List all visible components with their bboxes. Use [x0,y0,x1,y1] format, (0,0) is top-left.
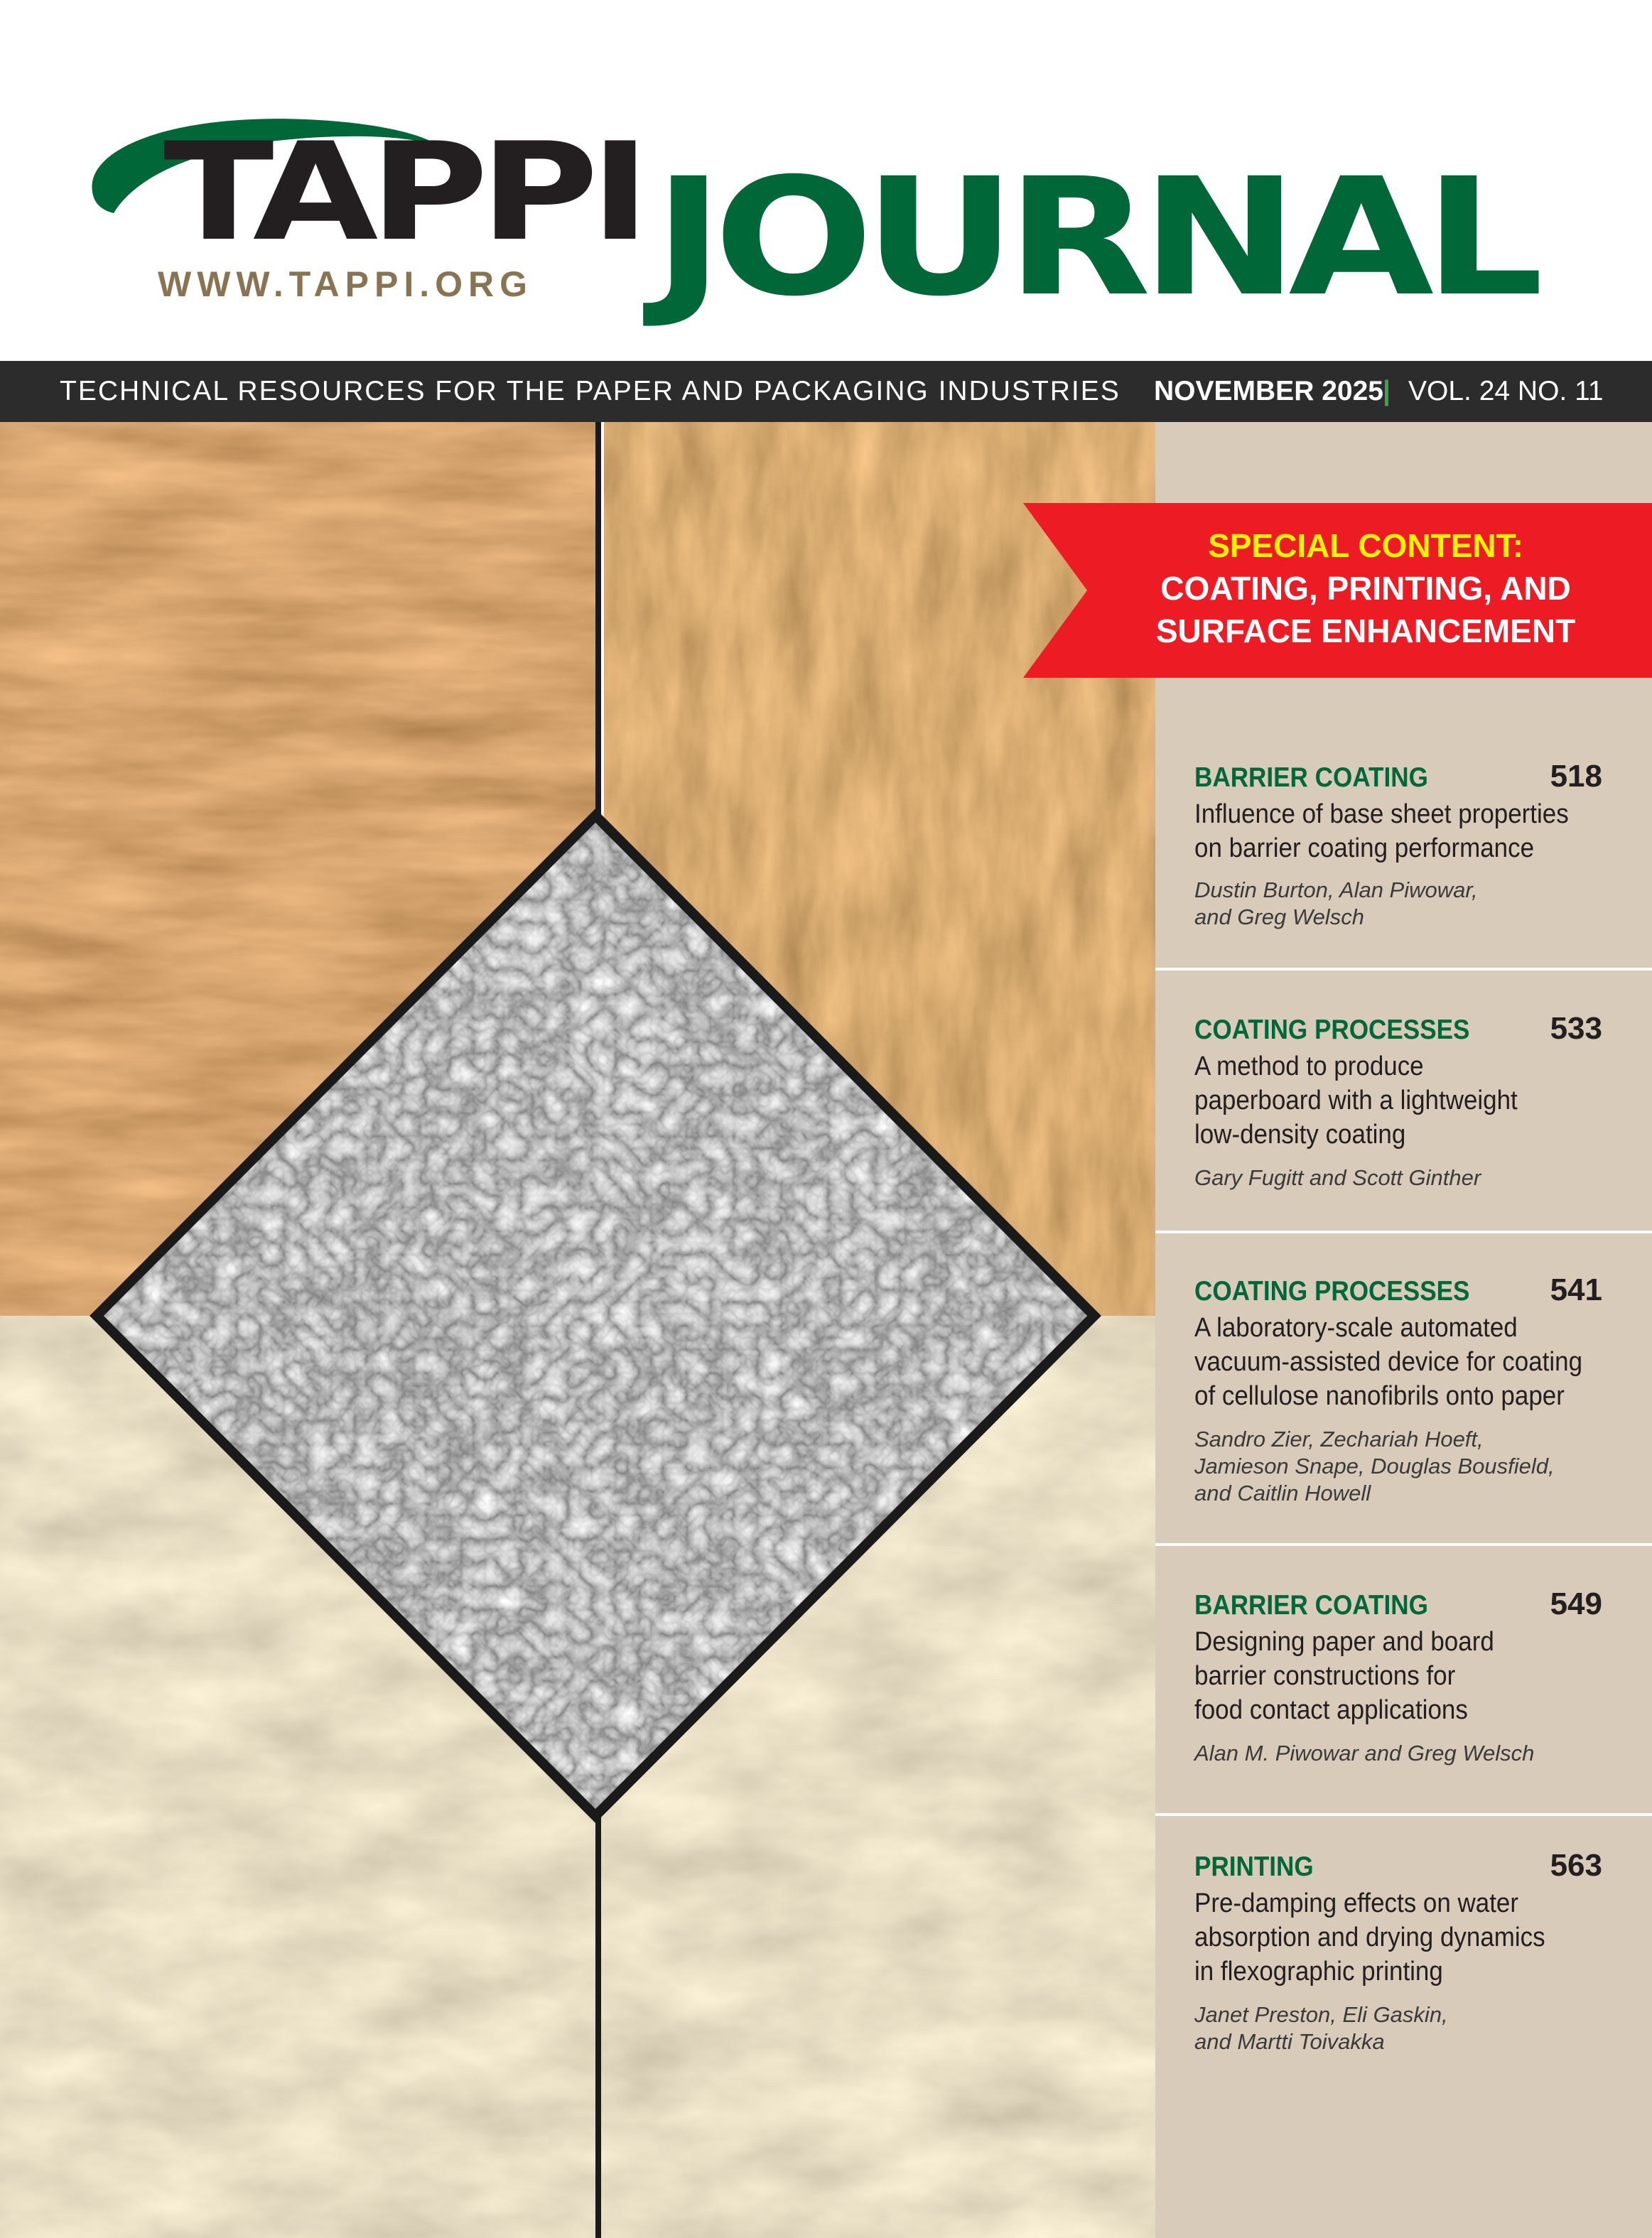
article-title[interactable] [1194,1049,1626,1152]
author-line: Dustin Burton, Alan Piwowar, [1194,877,1478,902]
journal-tagline: TECHNICAL RESOURCES FOR THE PAPER AND PACKAGING INDUSTRIES [60,376,1121,406]
article-title-line: of cellulose nanofibrils onto paper [1194,1381,1565,1411]
article-title-line: Designing paper and board [1194,1627,1494,1657]
author-line: Jamieson Snape, Douglas Bousfield, [1194,1454,1555,1479]
article-category: COATING PROCESSES [1194,1015,1470,1045]
author-line: Sandro Zier, Zechariah Hoeft, [1194,1427,1484,1452]
article-authors [1194,1164,1649,1191]
article-entry[interactable] [1155,1272,1652,1531]
banner-subheading-line1: COATING, PRINTING, AND [1160,570,1571,607]
website-url[interactable]: WWW.TAPPI.ORG [158,264,534,304]
article-page-number: 549 [1550,1586,1602,1621]
author-line: Janet Preston, Eli Gaskin, [1194,2002,1448,2027]
article-category: BARRIER COATING [1194,1590,1428,1621]
section-divider [1155,968,1652,971]
header-separator: | [1383,376,1391,406]
article-page-number: 541 [1550,1272,1602,1307]
article-title-line: Pre-damping effects on water [1194,1888,1519,1918]
article-authors [1194,877,1649,931]
header-bar [0,361,1652,422]
author-line: and Martti Toivakka [1194,2029,1385,2054]
author-line: Gary Fugitt and Scott Ginther [1194,1165,1481,1190]
tappi-logo-wordmark: TAPPI [163,114,642,271]
article-title[interactable] [1194,1886,1626,1989]
article-title[interactable] [1194,1625,1626,1727]
journal-title: JOURNAL [654,143,1534,332]
article-entry[interactable] [1155,759,1652,968]
article-title-line: barrier constructions for [1194,1661,1456,1691]
section-divider [1155,1543,1652,1546]
cover-artwork [0,422,1155,2238]
article-entry[interactable] [1155,1011,1652,1227]
section-divider [1155,1813,1652,1816]
article-title-line: paperboard with a lightweight [1194,1086,1518,1115]
issue-volume: VOL. 24 NO. 11 [1408,376,1604,406]
article-title-line: food contact applications [1194,1695,1468,1725]
banner-subheading-line2: SURFACE ENHANCEMENT [1155,612,1576,649]
author-line: Alan M. Piwowar and Greg Welsch [1194,1741,1535,1766]
article-authors [1194,2001,1649,2055]
article-authors [1194,1426,1649,1507]
banner-heading: SPECIAL CONTENT: [1208,527,1523,564]
article-title-line: A method to produce [1194,1052,1424,1081]
article-entry[interactable] [1155,1848,1652,2064]
article-page-number: 533 [1550,1011,1602,1046]
article-title-line: on barrier coating performance [1194,833,1535,863]
special-content-banner [1023,503,1652,678]
article-title[interactable] [1194,1311,1626,1413]
author-line: and Greg Welsch [1194,904,1364,929]
article-page-number: 518 [1550,759,1602,794]
article-category: COATING PROCESSES [1194,1276,1470,1307]
masthead [0,0,1652,361]
article-category: PRINTING [1194,1852,1314,1882]
section-divider [1155,1231,1652,1233]
article-title-line: absorption and drying dynamics [1194,1923,1545,1952]
article-category: BARRIER COATING [1194,762,1428,793]
article-title-line: in flexographic printing [1194,1957,1443,1986]
article-title[interactable] [1194,797,1626,865]
article-title-line: low-density coating [1194,1120,1406,1150]
article-authors [1194,1740,1649,1767]
author-line: and Caitlin Howell [1194,1481,1371,1505]
article-entry[interactable] [1155,1586,1652,1802]
article-title-line: A laboratory-scale automated [1194,1313,1518,1343]
article-title-line: vacuum-assisted device for coating [1194,1347,1583,1377]
article-title-line: Influence of base sheet properties [1194,799,1569,829]
micrograph-collage [0,422,1155,2238]
article-page-number: 563 [1550,1848,1602,1883]
issue-date: NOVEMBER 2025 [1154,376,1383,406]
